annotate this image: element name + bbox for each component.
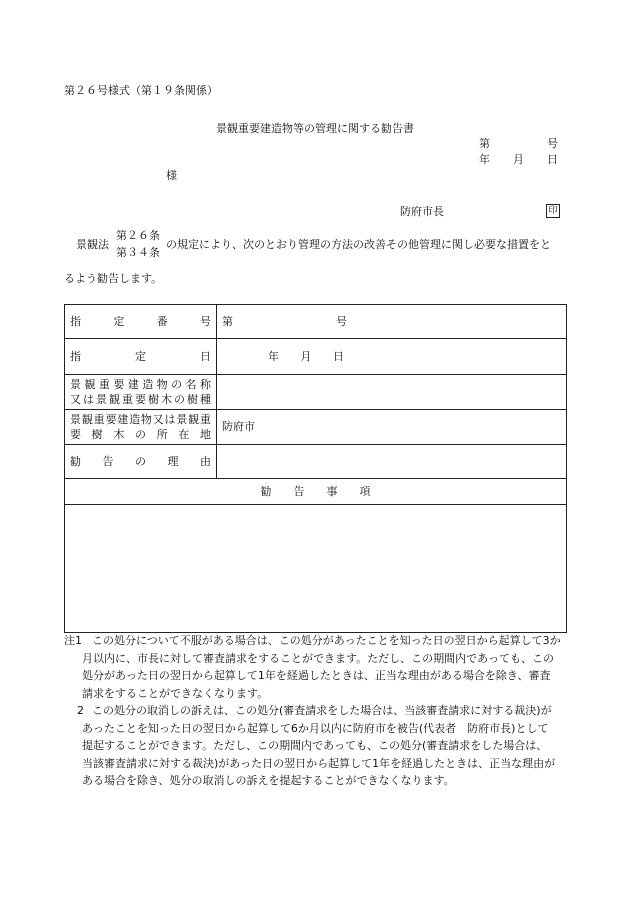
- note2-line: この処分の取消しの訴えは、この処分(審査請求をした場合は、当該審査請求に対する裁決)が: [92, 704, 552, 717]
- recommendation-form-table: [64, 304, 567, 633]
- table-row-location: [65, 410, 567, 445]
- value-building-name[interactable]: [217, 375, 567, 410]
- note2-marker: 2: [77, 704, 84, 717]
- table-row-building-name: [65, 375, 567, 410]
- note2-line: あったことを知った日の翌日から起算して6か月以内に防府市を被告(代表者 防府市長)として: [82, 721, 549, 735]
- table-row-designation-number: [65, 305, 567, 339]
- note1-line: この処分について不服がある場合は、この処分があったことを知った日の翌日から起算して3か: [92, 634, 561, 647]
- label-designation-date: 指 定 日: [65, 339, 217, 375]
- value-location[interactable]: 防府市: [217, 410, 567, 445]
- label-reason: 勧 告 の 理 由: [65, 445, 217, 479]
- document-number: [479, 137, 558, 150]
- value-designation-date[interactable]: 年 月 日: [217, 339, 567, 375]
- value-reason[interactable]: [217, 445, 567, 479]
- table-row-reason: [65, 445, 567, 479]
- note2-continued: [82, 720, 568, 790]
- article-34: 第３４条: [116, 246, 160, 259]
- date-year: 年: [479, 153, 490, 166]
- note1-line: 処分があった日の翌日から起算して1年を経過したときは、正当な理由がある場合を除き、審査: [82, 669, 551, 682]
- issue-date: [479, 153, 558, 166]
- table-row-recommendation-body: [65, 505, 567, 633]
- note1-line: 請求をすることができなくなります。: [82, 686, 269, 700]
- recommendation-header: 勧 告 事 項: [65, 479, 567, 505]
- body-text-line1: の規定により、次のとおり管理の方法の改善その他管理に関し必要な措置をと: [166, 238, 551, 251]
- label-designation-number: 指 定 番 号: [65, 305, 217, 339]
- doc-no-go: 号: [547, 137, 558, 150]
- note2-line: ある場合を除き、処分の取消しの訴えを提起することができなくなります。: [82, 774, 455, 787]
- note1-marker: 注1: [64, 634, 82, 647]
- recommendation-body[interactable]: [65, 505, 567, 633]
- note1: [92, 632, 568, 650]
- note2: [92, 702, 568, 720]
- value-designation-number[interactable]: 第 号: [217, 305, 567, 339]
- issuer-name: 防府市長: [400, 205, 444, 218]
- note1-line: 月以内に、市長に対して審査請求をすることができます。ただし、この期間内であっても、この: [82, 651, 555, 665]
- form-number: 第２６号様式（第１９条関係）: [64, 84, 218, 97]
- article-26: 第２６条: [116, 229, 160, 242]
- date-day: 日: [547, 153, 558, 166]
- date-month: 月: [513, 153, 524, 166]
- label-location: 景観重要建造物又は景観重 要樹木の所在地: [65, 410, 217, 445]
- doc-no-dai: 第: [479, 137, 490, 150]
- note1-continued: [82, 650, 568, 703]
- note2-line: 提起することができます。ただし、この期間内であっても、この処分(審査請求をした場合は、: [82, 739, 548, 752]
- document-title: 景観重要建造物等の管理に関する勧告書: [216, 122, 414, 135]
- note2-line: 当該審査請求に対する裁決)があった日の翌日から起算して1年を経過したときは、正当な理由が: [82, 756, 556, 770]
- seal-mark: 印: [546, 204, 560, 218]
- label-building-name: 景観重要建造物の名称 又は景観重要樹木の樹種: [65, 375, 217, 410]
- table-row-recommendation-header: [65, 479, 567, 505]
- addressee-suffix: 様: [166, 169, 177, 182]
- body-text-line2: るよう勧告します。: [64, 272, 163, 285]
- law-name: 景観法: [76, 238, 109, 251]
- table-row-designation-date: [65, 339, 567, 375]
